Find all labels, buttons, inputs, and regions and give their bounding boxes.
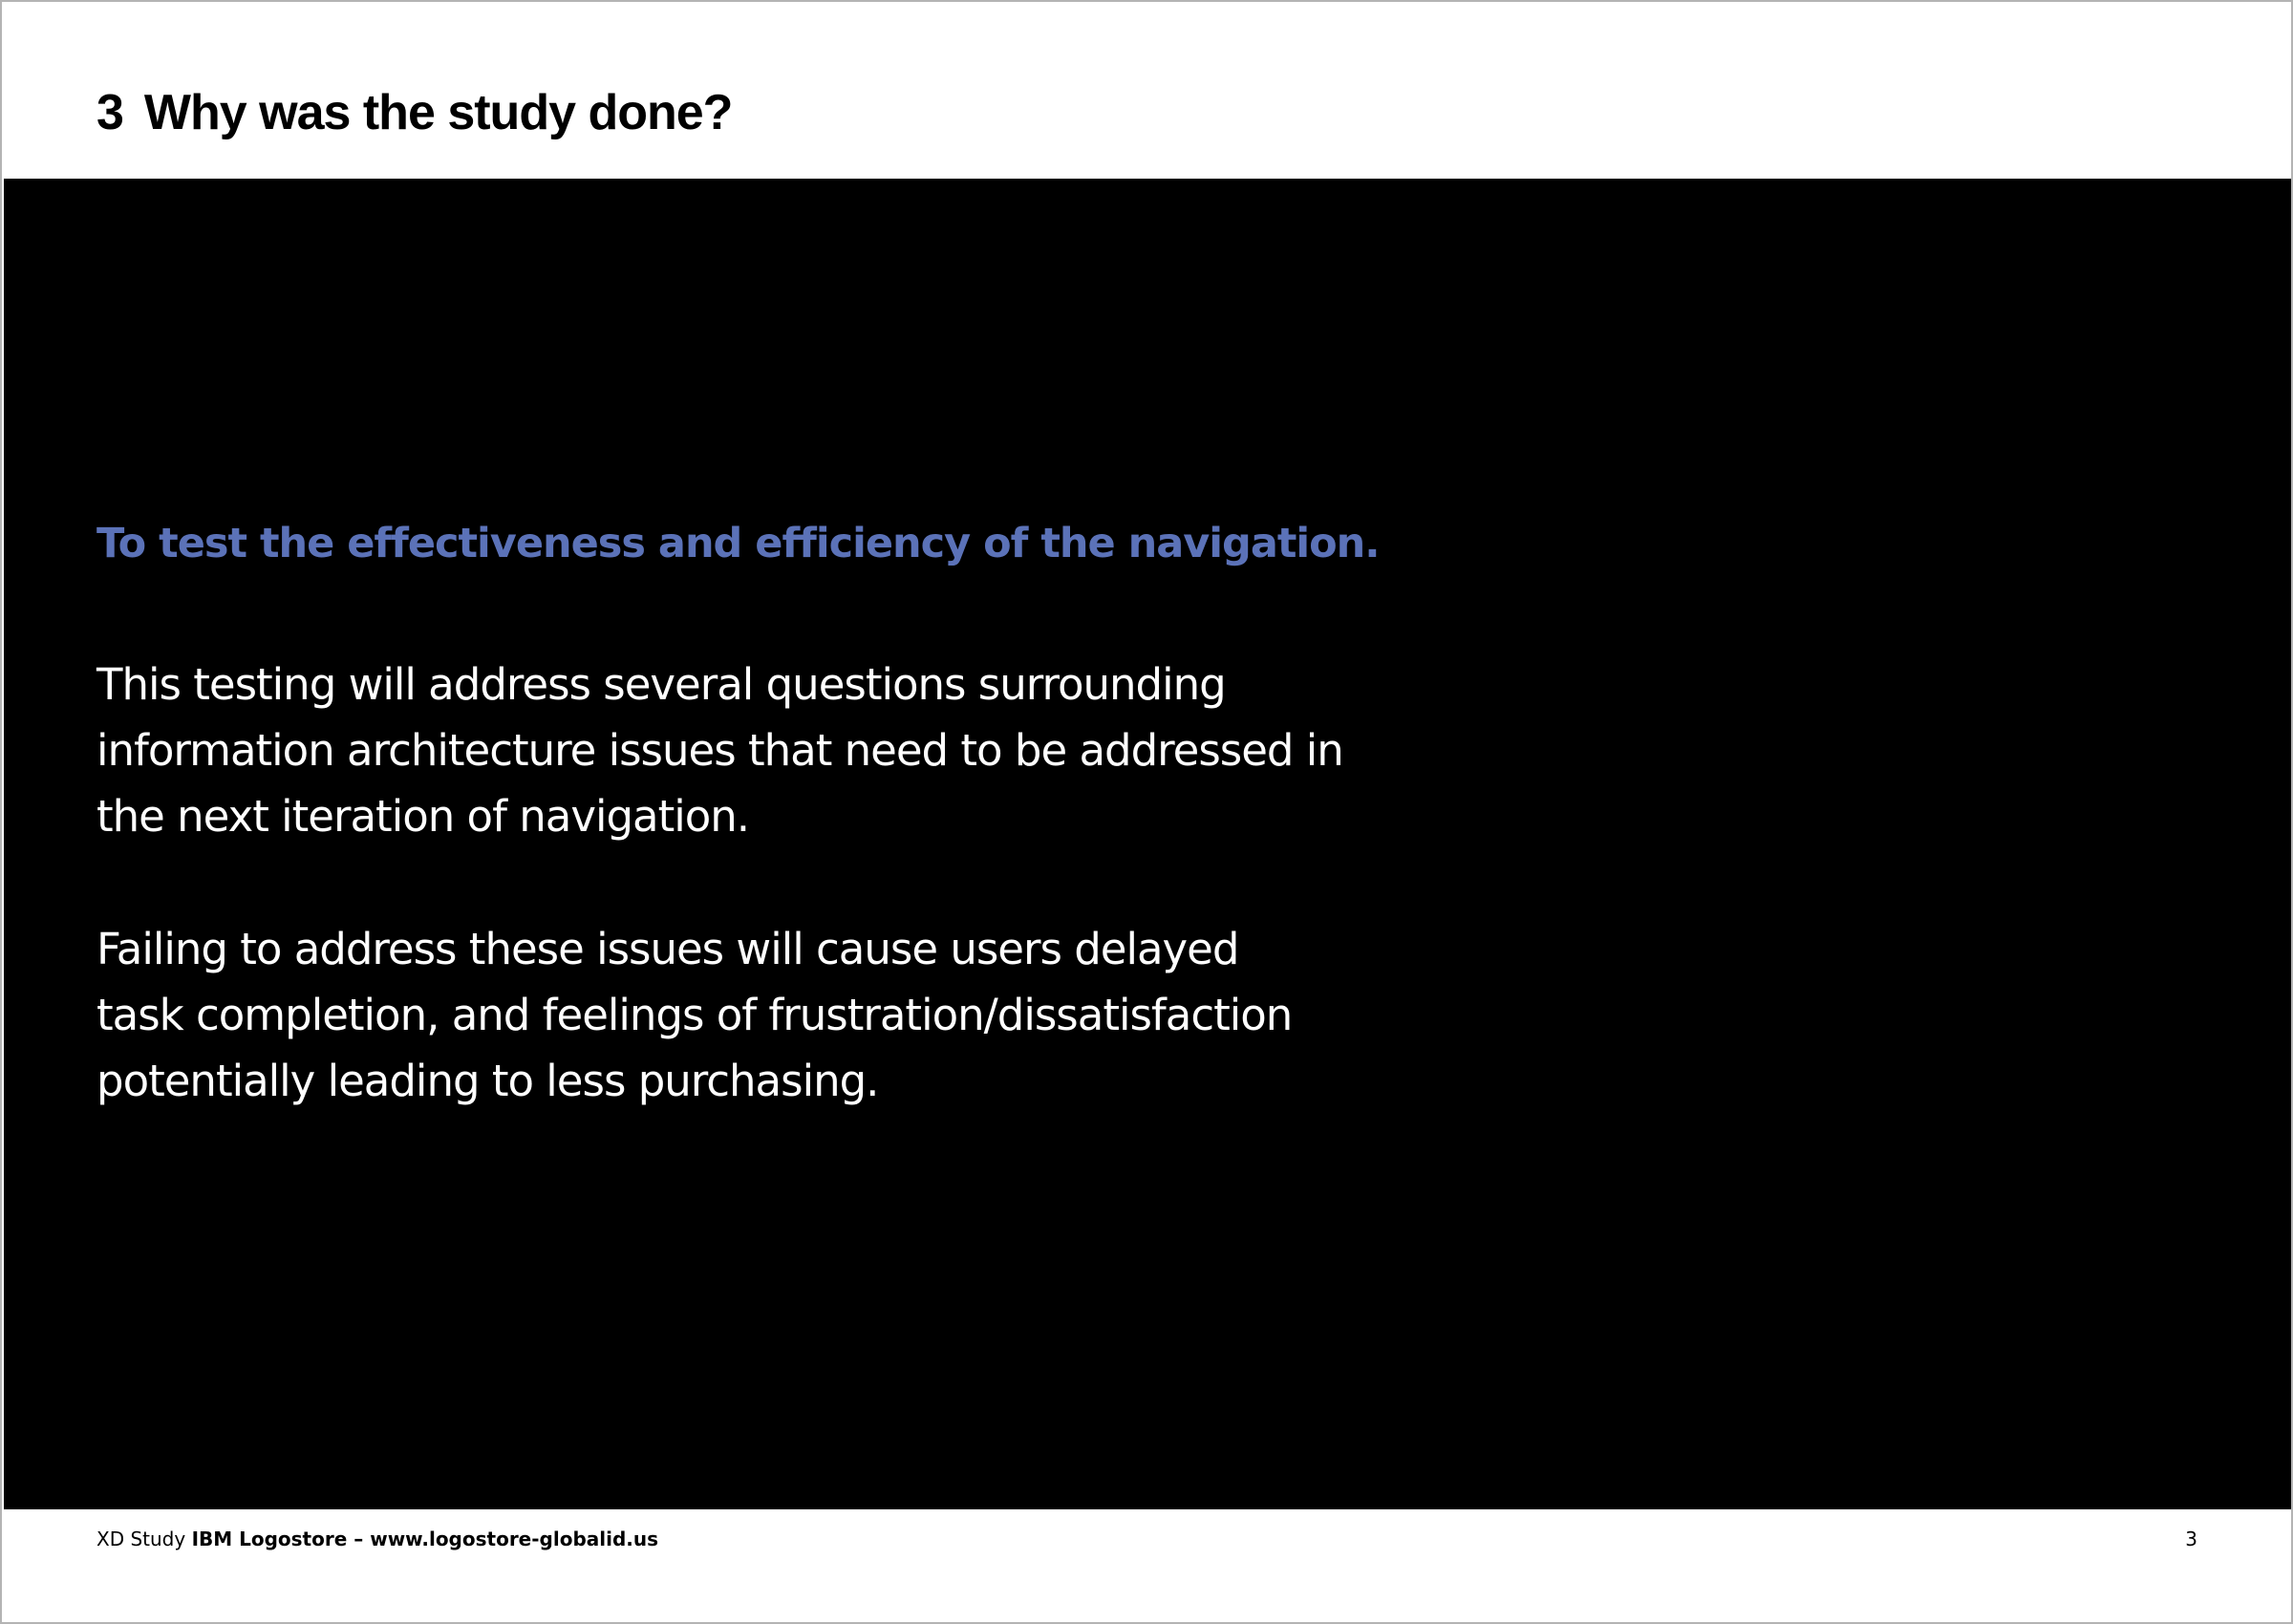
section-number: 3 bbox=[96, 85, 123, 140]
page-title bbox=[96, 84, 732, 141]
paragraph-line: the next iteration of navigation. bbox=[96, 791, 750, 842]
paragraph-line: Failing to address these issues will cause users delayed bbox=[96, 924, 1239, 974]
paragraph-line: information architecture issues that need to be addressed in bbox=[96, 725, 1343, 776]
paragraph-line: This testing will address several questions surrounding bbox=[96, 659, 1226, 710]
footer-brand: IBM Logostore – www.logostore-globalid.us bbox=[191, 1528, 659, 1550]
lead-statement: To test the effectiveness and efficiency of the navigation. bbox=[96, 520, 1380, 567]
footer-study-label: XD Study bbox=[96, 1528, 186, 1550]
section-title: Why was the study done? bbox=[143, 85, 733, 140]
paragraph-line: potentially leading to less purchasing. bbox=[96, 1056, 879, 1106]
footer-source bbox=[96, 1528, 658, 1550]
paragraph-line: task completion, and feelings of frustration/dissatisfaction bbox=[96, 990, 1293, 1040]
body-paragraph-1 bbox=[96, 652, 1415, 849]
body-paragraph-2 bbox=[96, 916, 1415, 1114]
page-number: 3 bbox=[2185, 1528, 2197, 1550]
